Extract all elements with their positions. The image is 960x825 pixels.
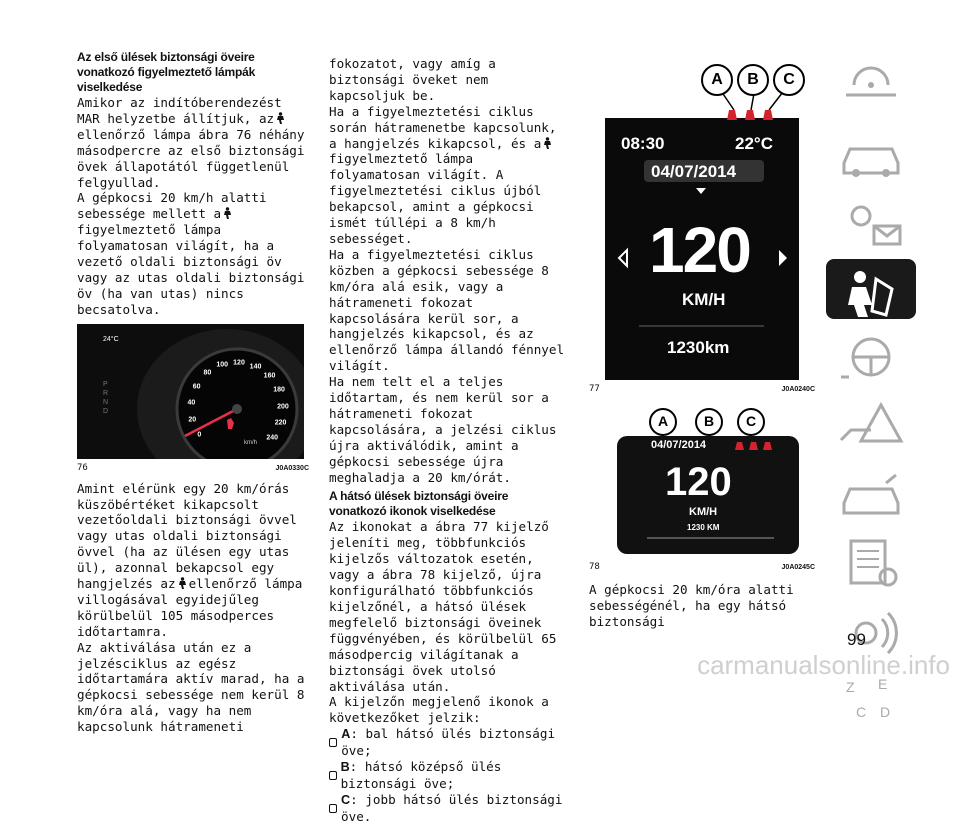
label-bubble-a: A (649, 408, 677, 436)
gear-letter: N (103, 398, 109, 406)
temperature-readout: 24°C (103, 335, 119, 343)
speed-tick-label: 160 (263, 372, 276, 380)
speed-tick-label: 180 (273, 386, 285, 394)
speed-readout: 120 (649, 214, 750, 286)
speed-tick-label: 100 (216, 361, 229, 369)
figure-78 (589, 408, 815, 576)
text-column-2 (329, 56, 565, 825)
list-key: B (340, 760, 350, 775)
checkbox-bullet-icon (329, 771, 337, 780)
paragraph (77, 190, 309, 317)
svg-text:km/h: km/h (244, 439, 258, 446)
steering-icon[interactable] (826, 327, 916, 387)
seatbelt-airbag-icon[interactable] (826, 259, 916, 319)
speed-tick-label: 240 (266, 434, 279, 442)
paragraph: Ha a figyelmeztetési ciklus közben a gépkocsi sebessége 8 km/óra alá esik, vagy a hátrameneti fokozat kapcsolására kerül sor, a hangjelzés kikapcsol, és az ellenőrző lámpa állandó fénnyel világít. (329, 246, 565, 374)
specs-doc-icon[interactable] (826, 531, 916, 591)
figure-caption (589, 560, 815, 576)
time-readout: 08:30 (621, 134, 665, 153)
display-78-image (589, 408, 815, 558)
chapter-sidebar (826, 55, 916, 735)
speed-unit: KM/H (689, 505, 718, 518)
paragraph: fokozatot, vagy amíg a biztonsági öveket nem kapcsoljuk be. (329, 56, 496, 103)
date-readout: 04/07/2014 (651, 438, 707, 451)
paragraph (329, 104, 565, 247)
gear-letter: D (103, 407, 109, 415)
car-icon[interactable] (826, 123, 916, 183)
seatbelt-warning-icon (276, 112, 285, 124)
list-item (329, 792, 565, 825)
svg-text:C: C (856, 704, 867, 720)
label-bubble-b: B (695, 408, 723, 436)
section-heading: Az első ülések biztonsági öveire vonatkozó figyelmeztető lámpák viselkedése (77, 50, 256, 94)
list-key: A (341, 727, 351, 742)
paragraph (77, 95, 309, 190)
figure-code: J0A0240C (781, 386, 815, 393)
page-number: 99 (847, 630, 866, 649)
instrument-cluster-image (77, 324, 304, 459)
svg-text:Z: Z (846, 679, 855, 695)
figure-caption (589, 382, 815, 398)
odometer-readout: 1230 KM (687, 522, 720, 532)
speed-tick-label: 220 (274, 419, 287, 427)
figure-number: 77 (589, 384, 600, 394)
speed-tick-label: 60 (192, 383, 201, 391)
label-bubble-a: A (701, 64, 733, 96)
warning-road-icon[interactable] (826, 395, 916, 455)
list-item (329, 726, 565, 759)
checkbox-bullet-icon (329, 804, 337, 813)
list-text: : hátsó középső ülés biztonsági öve; (340, 759, 502, 791)
label-bubble-b: B (737, 64, 769, 96)
figure-77 (589, 58, 815, 398)
svg-text:E: E (878, 676, 888, 692)
paragraph (77, 481, 309, 640)
speed-readout: 120 (665, 459, 732, 504)
text: ellenőrző lámpa ábra 76 néhány másodpercre az első biztonsági övek állapotától függetlenül felgyullad. (77, 126, 305, 190)
paragraph: A kijelzőn megjelenő ikonok a következőket jelzik: (329, 694, 549, 726)
figure-76 (77, 324, 309, 477)
watermark: carmanualsonline.info (697, 650, 950, 680)
lights-weather-icon[interactable] (826, 191, 916, 251)
speed-tick-label: 140 (249, 363, 262, 371)
label-bubble-c: C (737, 408, 765, 436)
text: figyelmeztető lámpa folyamatosan világít, ha a vezető oldali biztonsági öv vagy az utas oldali biztonsági öv (ha van utas) nincs becsatolva. (77, 222, 305, 317)
list-key: C (341, 792, 351, 807)
paragraph: Az ikonokat a ábra 77 kijelző jeleníti meg, többfunkciós kijelzős változatok esetén, vagy a ábra 78 kijelző, újra konfigurálható többfunkciós kijelzőnél, a hátsó ülések megfelelő biztonsági öveinek függvényében, és körülbelül 65 másodpercig világítanak a biztonsági övek utolsó aktiválása után. (329, 519, 557, 694)
checkbox-bullet-icon (329, 738, 337, 747)
figure-column (589, 58, 815, 630)
text: ellenőrző lámpa villogásával egyidejűleg körülbelül 105 másodperces időtartamra. (77, 576, 303, 639)
seatbelt-warning-icon (178, 577, 187, 589)
paragraph: Az aktiválása után ez a jelzésciklus az egész időtartamára aktív marad, ha a gépkocsi sebessége nem kerül 8 km/óra alá, vagy ha nem kapcsolunk hátrameneti (77, 639, 305, 735)
figure-code: J0A0330C (275, 464, 309, 472)
figure-code: J0A0245C (781, 563, 815, 571)
dashboard-icon[interactable] (826, 55, 916, 115)
display-77-image (589, 58, 815, 380)
text: Amint elérünk egy 20 km/órás küszöbértéket kikapcsolt vezetőoldali biztonsági övvel vagy utas oldali biztonsági övvel (ha az ülésen egy utas ül), azonnal bekapcsol egy hangjelzés az (77, 480, 297, 592)
paragraph: Ha nem telt el a teljes időtartam, és nem kerül sor a hátrameneti fokozat kapcsolására, a jelzési ciklus újra aktiválódik, amint a gépkocsi sebessége újra meghaladja a 20 km/órát. (329, 374, 557, 485)
text-column-1 (77, 50, 309, 735)
speed-tick-label: 200 (277, 403, 289, 411)
text: A gépkocsi 20 km/h alatti sebessége mellett a (77, 190, 267, 222)
svg-text:D: D (880, 704, 891, 720)
seatbelt-warning-icon (223, 207, 232, 219)
speed-tick-label: 120 (233, 359, 245, 367)
text: figyelmeztető lámpa folyamatosan világít. A figyelmeztetési ciklus újból bekapcsol, amint a gépkocsi ismét túllépi a 8 km/h sebességet. (329, 151, 542, 246)
list-item (329, 759, 565, 792)
seatbelt-warning-icon (543, 137, 552, 149)
gear-indicator (103, 380, 108, 416)
figure-number: 78 (589, 561, 600, 572)
label-bubble-c: C (773, 64, 805, 96)
gear-letter: R (103, 389, 109, 397)
section-heading: A hátsó ülések biztonsági öveire vonatkozó ikonok viselkedése (329, 489, 509, 519)
text: Ha a figyelmeztetési ciklus során hátramenetbe kapcsolunk, a hangjelzés kikapcsol, és a (329, 103, 557, 151)
temperature-readout: 22°C (735, 134, 773, 153)
speed-tick-label: 20 (188, 416, 197, 424)
speed-unit: KM/H (682, 290, 726, 309)
speed-tick-label: 40 (187, 399, 196, 407)
speed-tick-label: 80 (203, 369, 212, 377)
list-text: : jobb hátsó ülés biztonsági öve. (341, 791, 563, 824)
paragraph: A gépkocsi 20 km/óra alatti sebességénél, ha egy hátsó biztonsági (589, 581, 794, 629)
figure-number: 76 (77, 462, 88, 473)
car-service-icon[interactable] (826, 463, 916, 523)
gear-letter: P (103, 380, 108, 388)
list-text: : bal hátsó ülés biztonsági öve; (341, 726, 556, 759)
odometer-readout: 1230km (667, 338, 730, 357)
speed-tick-label: 0 (197, 431, 202, 439)
figure-caption (77, 461, 309, 477)
text: Amikor az indítóberendezést MAR helyzetbe állítjuk, az (77, 95, 282, 126)
date-readout: 04/07/2014 (651, 162, 737, 181)
